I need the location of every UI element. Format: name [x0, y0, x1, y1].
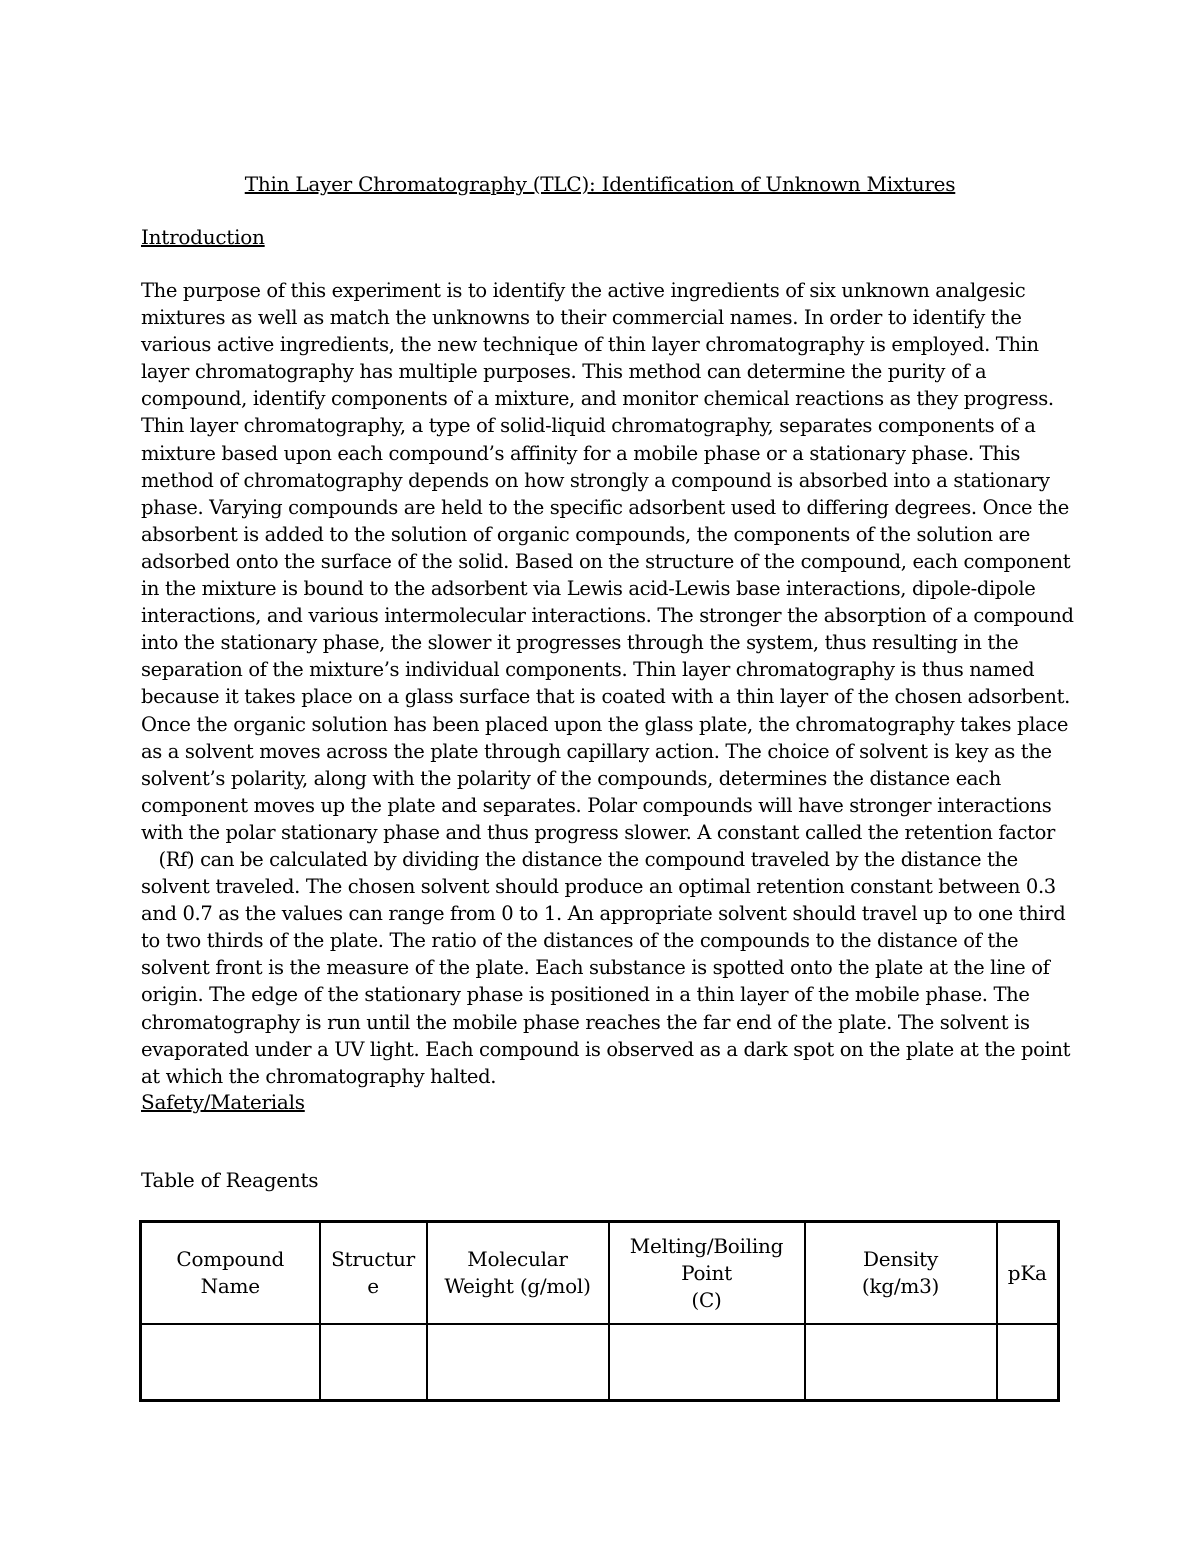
reagents-table-header-row: [141, 1222, 1059, 1325]
column-header-pka: pKa: [997, 1222, 1059, 1325]
document-title: Thin Layer Chromatography (TLC): Identification of Unknown Mixtures: [244, 172, 956, 196]
column-header-structure: Structur e: [320, 1222, 427, 1325]
paragraph-line: to two thirds of the plate. The ratio of the distances of the compounds to the distance of the: [141, 929, 1019, 953]
paragraph-line: solvent traveled. The chosen solvent should produce an optimal retention constant between 0.3: [141, 875, 1056, 899]
table-cell: [427, 1324, 609, 1401]
paragraph-line: chromatography is run until the mobile phase reaches the far end of the plate. The solvent is: [141, 1010, 1030, 1034]
paragraph-line: compound, identify components of a mixture, and monitor chemical reactions as they progress.: [141, 387, 1054, 411]
paragraph-line: interactions, and various intermolecular interactions. The stronger the absorption of a compound: [141, 604, 1074, 628]
table-cell: [805, 1324, 997, 1401]
introduction-heading: Introduction: [141, 225, 265, 249]
introduction-paragraph: [141, 277, 1074, 1090]
paragraph-line: evaporated under a UV light. Each compound is observed as a dark spot on the plate at the point: [141, 1037, 1071, 1061]
column-header-melting-boiling-point: Melting/Boiling Point (C): [609, 1222, 805, 1325]
paragraph-line: Once the organic solution has been placed upon the glass plate, the chromatography takes place: [141, 712, 1069, 736]
paragraph-line: The purpose of this experiment is to identify the active ingredients of six unknown analgesic: [141, 279, 1026, 302]
table-cell: [141, 1324, 320, 1401]
paragraph-line: into the stationary phase, the slower it progresses through the system, thus resulting in the: [141, 631, 1019, 655]
table-cell: [997, 1324, 1059, 1401]
paragraph-line: in the mixture is bound to the adsorbent via Lewis acid-Lewis base interactions, dipole-dipole: [141, 577, 1036, 601]
paragraph-line: at which the chromatography halted.: [141, 1064, 497, 1088]
paragraph-line: as a solvent moves across the plate through capillary action. The choice of solvent is key as the: [141, 739, 1052, 763]
paragraph-line: because it takes place on a glass surface that is coated with a thin layer of the chosen adsorbent.: [141, 685, 1070, 709]
paragraph-line: origin. The edge of the stationary phase is positioned in a thin layer of the mobile phase. The: [141, 983, 1030, 1007]
paragraph-line: and 0.7 as the values can range from 0 to 1. An appropriate solvent should travel up to one third: [141, 902, 1066, 926]
paragraph-line: various active ingredients, the new technique of thin layer chromatography is employed. Thin: [141, 333, 1039, 357]
reagents-table-label: Table of Reagents: [141, 1168, 319, 1192]
paragraph-line: adsorbed onto the surface of the solid. Based on the structure of the compound, each component: [141, 549, 1071, 573]
paragraph-line: mixtures as well as match the unknowns to their commercial names. In order to identify the: [141, 306, 1022, 330]
paragraph-line: Thin layer chromatography, a type of solid-liquid chromatography, separates components of a: [141, 414, 1036, 438]
paragraph-line: phase. Varying compounds are held to the specific adsorbent used to differing degrees. Once the: [141, 495, 1069, 519]
column-header-molecular-weight: Molecular Weight (g/mol): [427, 1222, 609, 1325]
paragraph-line: absorbent is added to the solution of organic compounds, the components of the solution are: [141, 522, 1030, 546]
paragraph-line: (Rf) can be calculated by dividing the distance the compound traveled by the distance the: [141, 847, 1018, 871]
paragraph-line: method of chromatography depends on how strongly a compound is absorbed into a stationary: [141, 468, 1050, 492]
paragraph-line: separation of the mixture’s individual components. Thin layer chromatography is thus named: [141, 658, 1035, 682]
table-cell: [609, 1324, 805, 1401]
reagents-table: [139, 1220, 1060, 1402]
table-cell: [320, 1324, 427, 1401]
column-header-compound-name: Compound Name: [141, 1222, 320, 1325]
paragraph-line: with the polar stationary phase and thus progress slower. A constant called the retention factor: [141, 820, 1055, 844]
paragraph-line: component moves up the plate and separates. Polar compounds will have stronger interactions: [141, 793, 1052, 817]
paragraph-line: mixture based upon each compound’s affinity for a mobile phase or a stationary phase. This: [141, 441, 1021, 465]
safety-materials-heading: Safety/Materials: [141, 1090, 305, 1114]
paragraph-line: solvent’s polarity, along with the polarity of the compounds, determines the distance each: [141, 766, 1001, 790]
table-row: [141, 1324, 1059, 1401]
paragraph-line: layer chromatography has multiple purposes. This method can determine the purity of a: [141, 360, 987, 384]
paragraph-line: solvent front is the measure of the plate. Each substance is spotted onto the plate at the line of: [141, 956, 1050, 980]
column-header-density: Density (kg/m3): [805, 1222, 997, 1325]
